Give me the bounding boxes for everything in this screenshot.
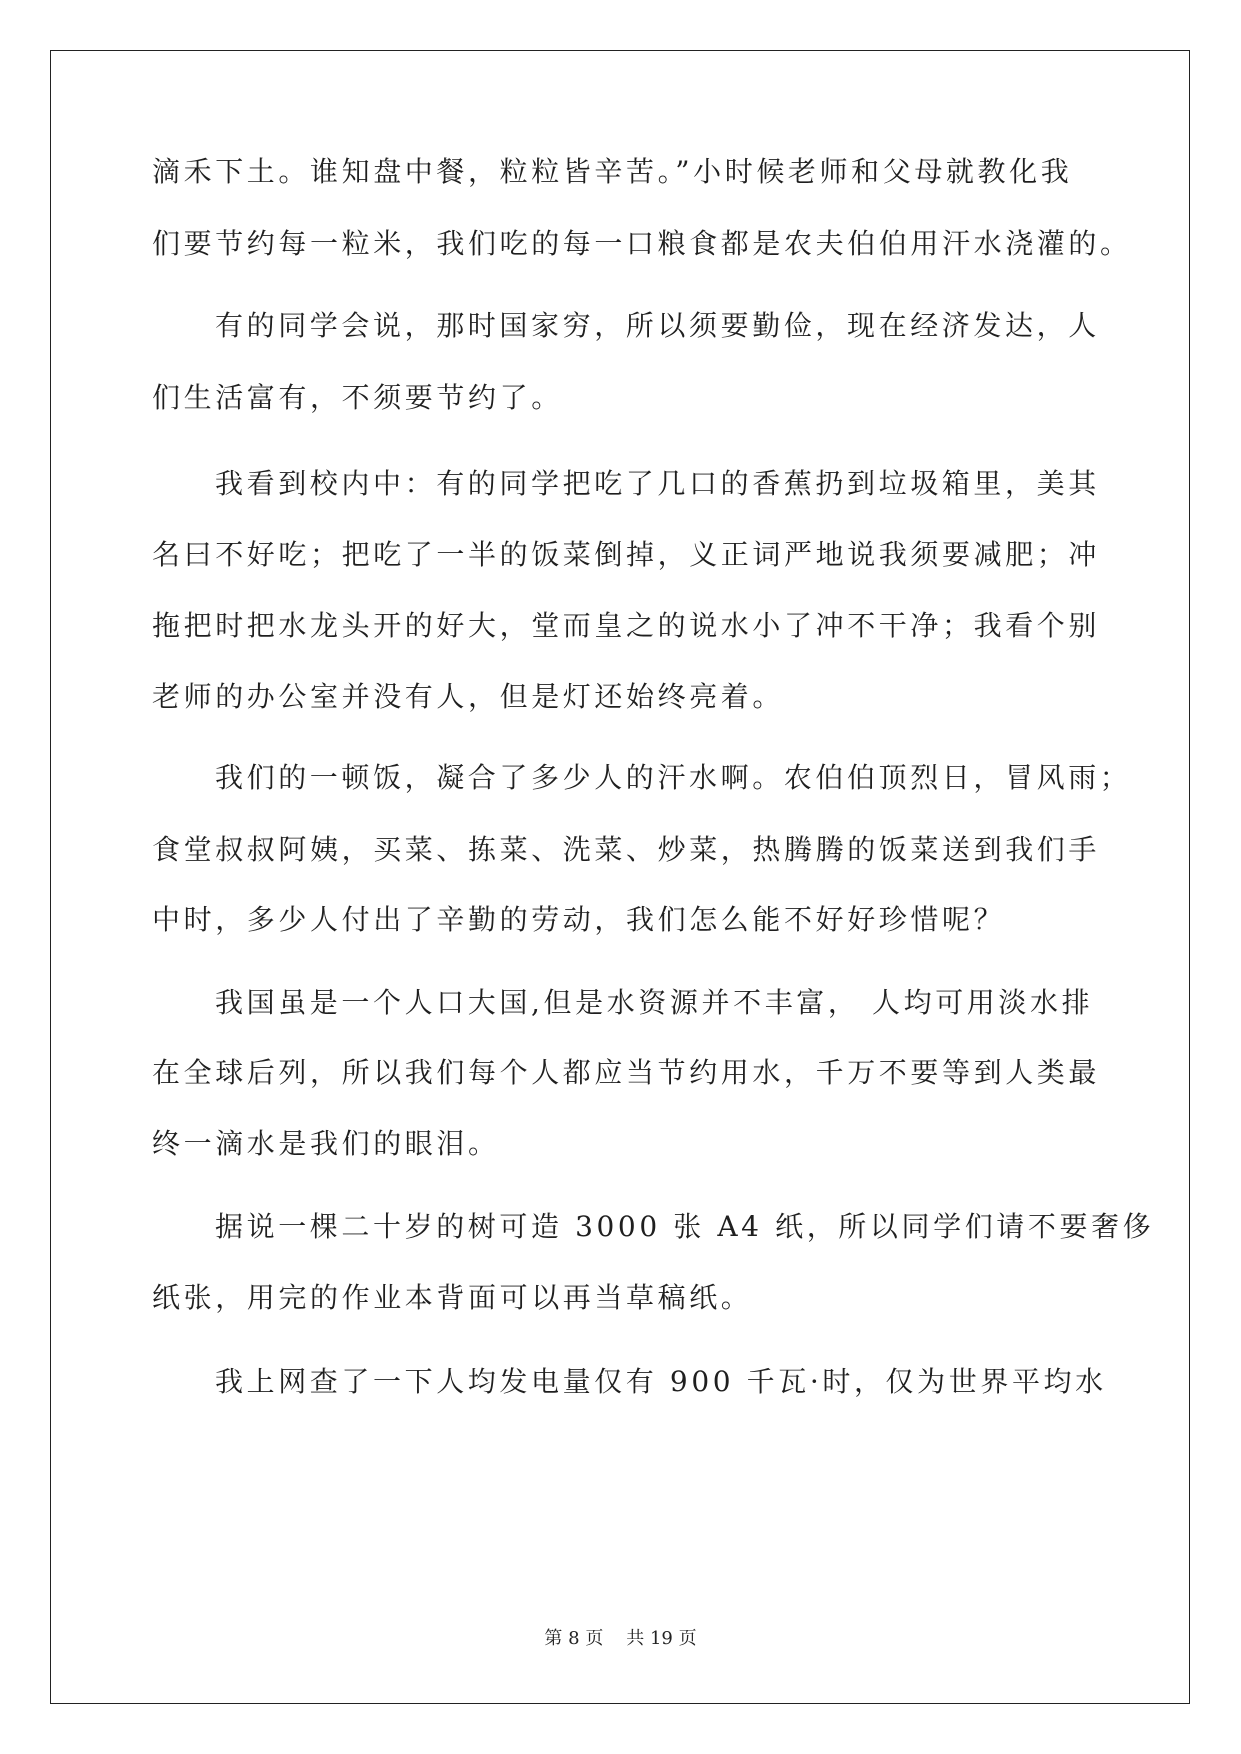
text-line: 中时，多少人付出了辛勤的劳动，我们怎么能不好好珍惜呢？ [152, 903, 1006, 936]
paragraph-start-line: 我看到校内中：有的同学把吃了几口的香蕉扔到垃圾箱里，美其 [215, 467, 1100, 500]
page-total: 共 19 页 [626, 1628, 697, 1649]
paragraph-start-line: 我们的一顿饭，凝合了多少人的汗水啊。农伯伯顶烈日，冒风雨； [215, 761, 1132, 794]
page-footer [0, 1627, 1241, 1651]
page-border [50, 50, 1190, 1704]
text-line: 们生活富有，不须要节约了。 [152, 381, 563, 414]
text-line: 终一滴水是我们的眼泪。 [152, 1127, 500, 1160]
paragraph-start-line: 我国虽是一个人口大国,但是水资源并不丰富， 人均可用淡水排 [215, 986, 1094, 1019]
paragraph-start-line: 据说一棵二十岁的树可造 3000 张 A4 纸，所以同学们请不要奢侈 [215, 1210, 1155, 1243]
page-number: 第 8 页 [544, 1628, 604, 1649]
text-line: 纸张，用完的作业本背面可以再当草稿纸。 [152, 1281, 753, 1314]
text-line: 们要节约每一粒米，我们吃的每一口粮食都是农夫伯伯用汗水浇灌的。 [152, 227, 1132, 260]
text-line: 名曰不好吃；把吃了一半的饭菜倒掉，义正词严地说我须要减肥；冲 [152, 538, 1101, 571]
text-line: 滴禾下土。谁知盘中餐，粒粒皆辛苦。”小时候老师和父母就教化我 [152, 155, 1073, 188]
text-line: 食堂叔叔阿姨，买菜、拣菜、洗菜、炒菜，热腾腾的饭菜送到我们手 [152, 833, 1101, 866]
paragraph-start-line: 有的同学会说，那时国家穷，所以须要勤俭，现在经济发达，人 [215, 309, 1100, 342]
text-line: 拖把时把水龙头开的好大，堂而皇之的说水小了冲不干净；我看个别 [152, 609, 1101, 642]
text-line: 在全球后列，所以我们每个人都应当节约用水，千万不要等到人类最 [152, 1056, 1101, 1089]
text-line: 老师的办公室并没有人，但是灯还始终亮着。 [152, 680, 785, 713]
paragraph-start-line: 我上网查了一下人均发电量仅有 900 千瓦·时，仅为世界平均水 [215, 1365, 1107, 1398]
